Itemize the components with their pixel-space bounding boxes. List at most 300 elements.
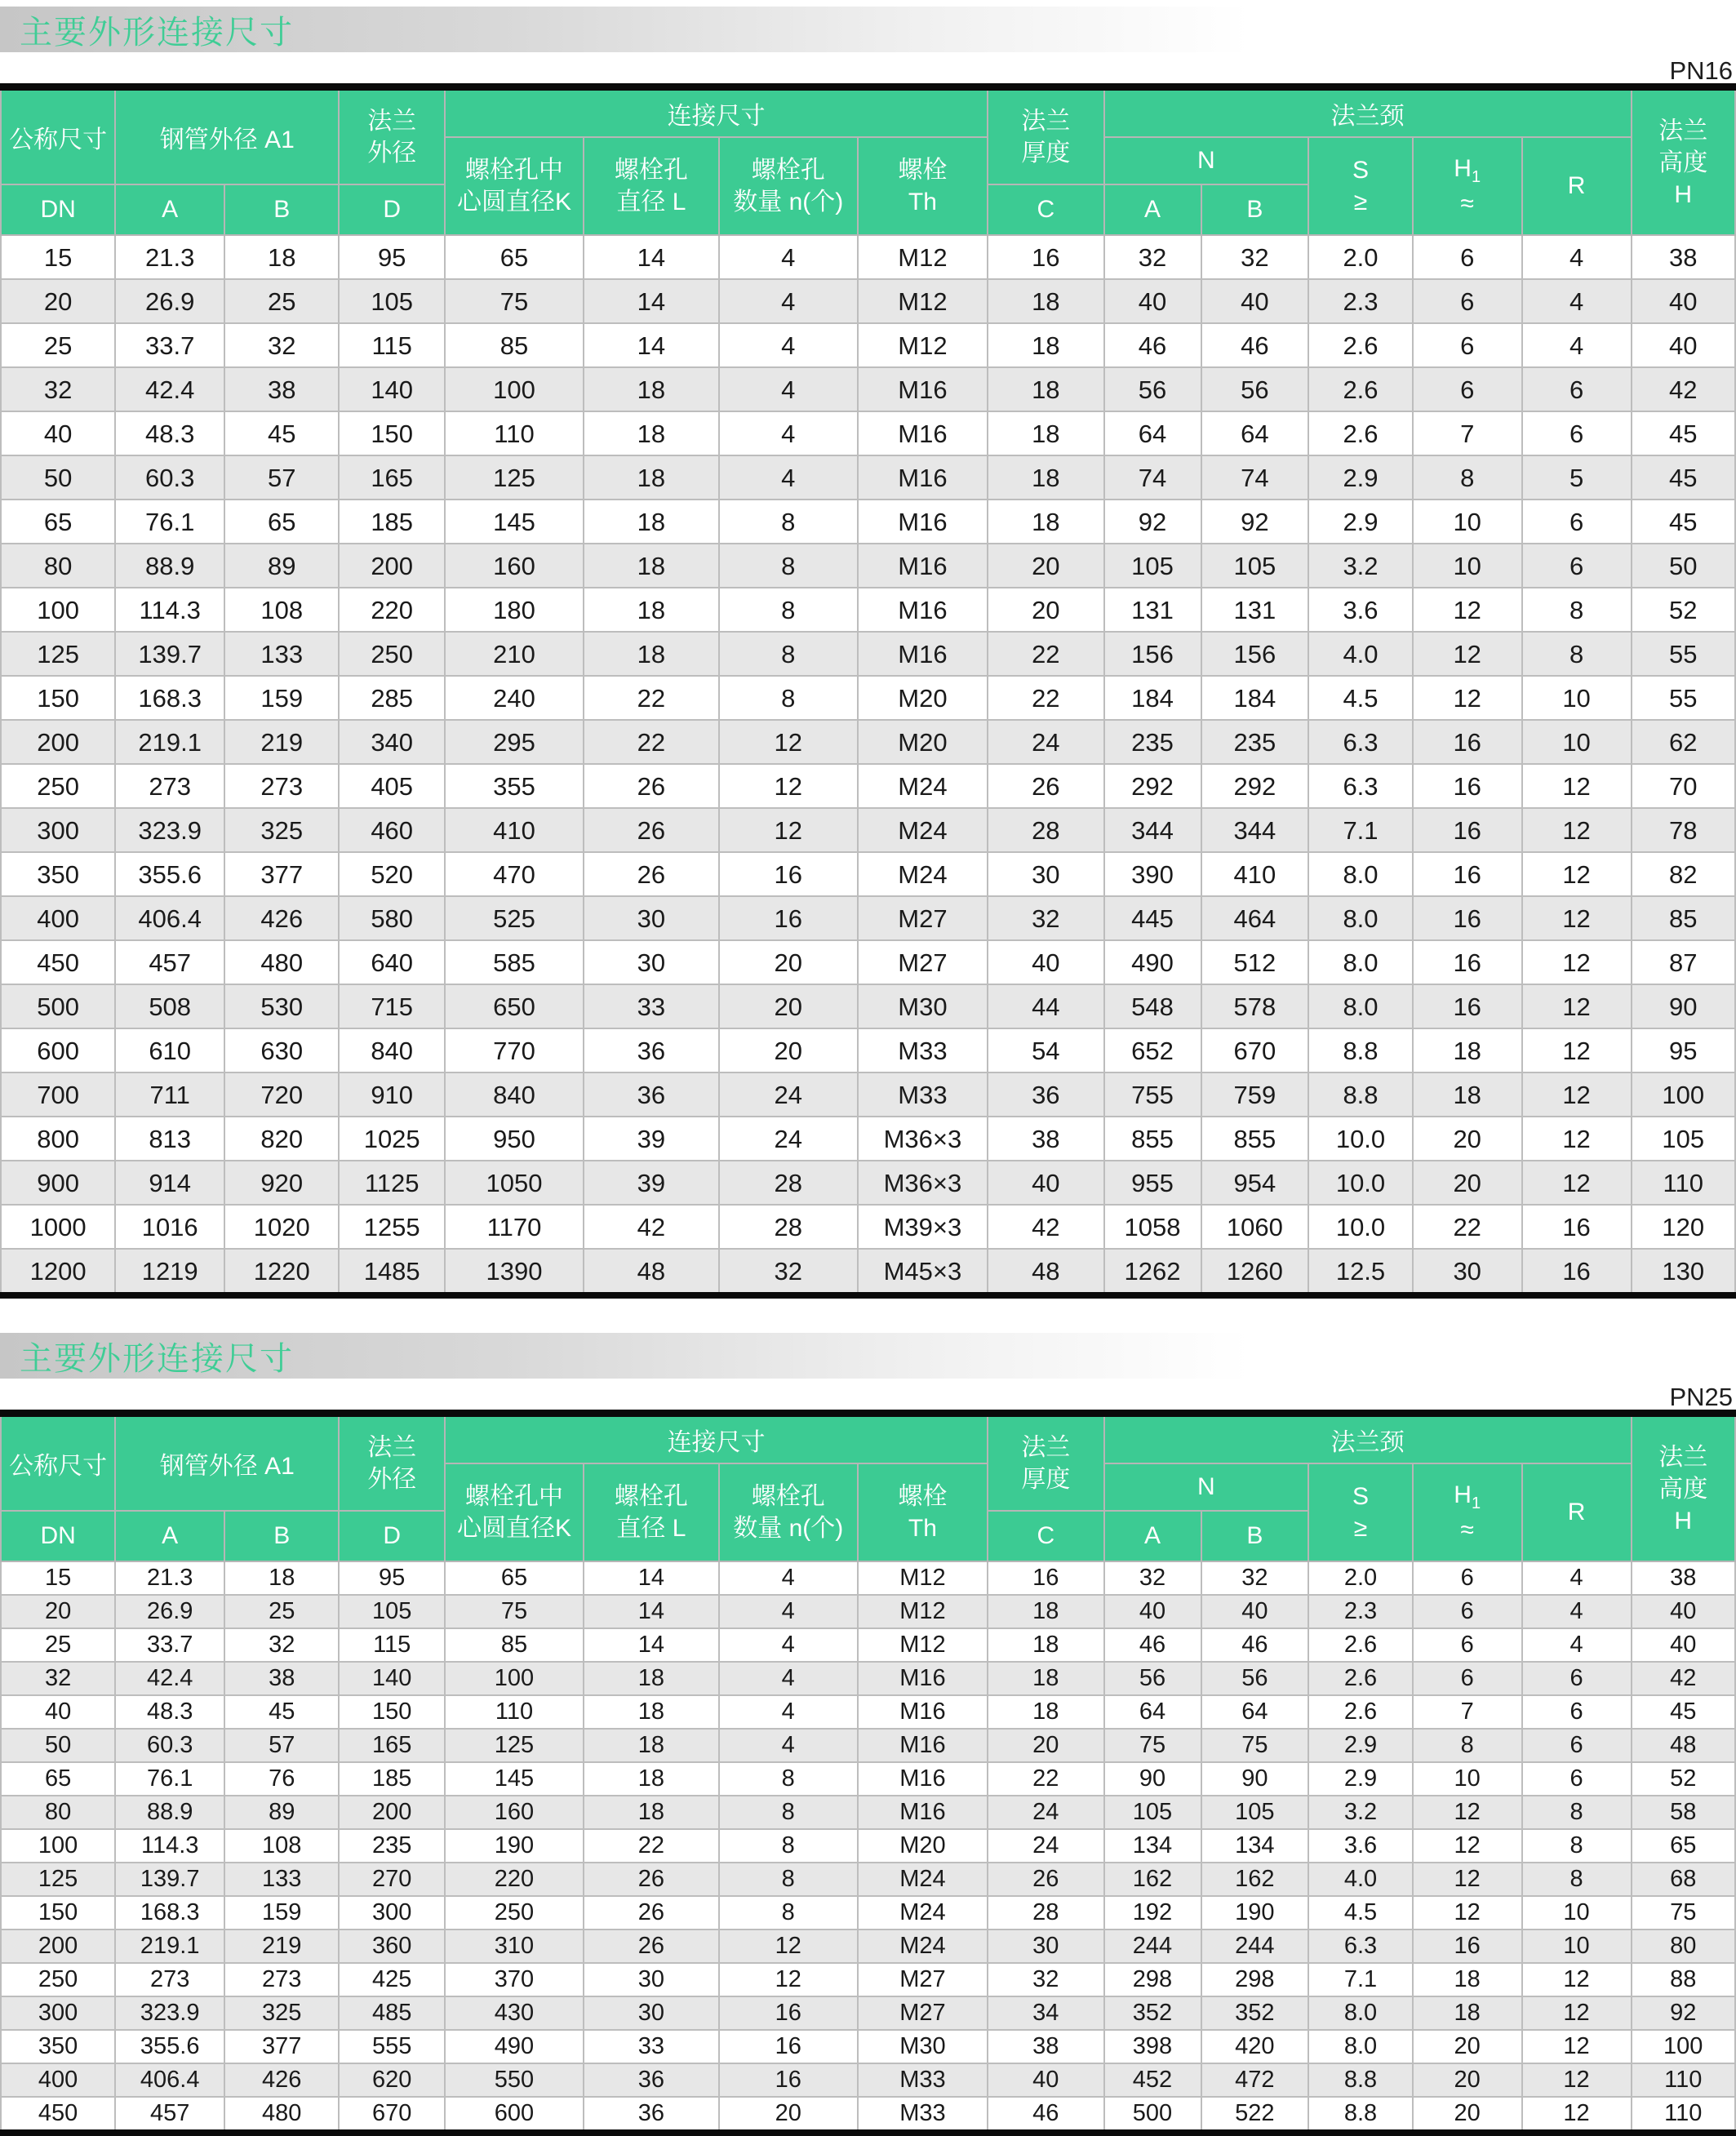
table-cell: 8: [719, 1796, 858, 1829]
table-cell: 4: [1522, 235, 1632, 279]
table-cell: 16: [1413, 720, 1522, 764]
table-cell: 377: [224, 852, 339, 896]
table-cell: 355.6: [115, 852, 224, 896]
table-row: [1, 896, 1735, 940]
table-cell: 16: [1413, 896, 1522, 940]
table-cell: 300: [1, 808, 115, 852]
table-cell: 65: [224, 500, 339, 544]
table-cell: 185: [339, 1762, 445, 1796]
table-cell: 165: [339, 455, 445, 500]
table-cell: 55: [1632, 676, 1736, 720]
table-cell: 192: [1104, 1896, 1201, 1930]
table-cell: 60.3: [115, 455, 224, 500]
table-cell: 14: [584, 235, 719, 279]
table-cell: 32: [224, 1628, 339, 1662]
table-cell: 110: [1632, 2097, 1736, 2133]
table-cell: 4: [719, 1695, 858, 1729]
table-cell: 18: [988, 500, 1103, 544]
table-cell: 4: [719, 279, 858, 323]
table-cell: 184: [1104, 676, 1201, 720]
table-cell: 600: [445, 2097, 584, 2133]
table-cell: 76: [224, 1762, 339, 1796]
table-cell: 620: [339, 2063, 445, 2097]
table-row: [1, 1205, 1735, 1249]
table-cell: 190: [445, 1829, 584, 1863]
table-cell: M24: [858, 1930, 988, 1963]
table-cell: 15: [1, 235, 115, 279]
table-cell: M16: [858, 1796, 988, 1829]
table-cell: 131: [1104, 588, 1201, 632]
table-row: [1, 588, 1735, 632]
table-cell: 160: [445, 1796, 584, 1829]
table-cell: 45: [224, 1695, 339, 1729]
table-cell: 14: [584, 1628, 719, 1662]
table-cell: M12: [858, 235, 988, 279]
table-cell: 26: [584, 808, 719, 852]
table-cell: M12: [858, 1561, 988, 1595]
table-cell: 16: [1413, 764, 1522, 808]
table-cell: 426: [224, 2063, 339, 2097]
table-row: [1, 1963, 1735, 1996]
table-cell: 900: [1, 1161, 115, 1205]
table-cell: 168.3: [115, 676, 224, 720]
table-cell: 8: [719, 1863, 858, 1896]
table-row: [1, 1561, 1735, 1595]
col-header-dn: DN: [1, 184, 115, 235]
table-cell: 64: [1201, 1695, 1309, 1729]
table-cell: 6: [1522, 367, 1632, 411]
table-cell: 300: [1, 1996, 115, 2030]
table-cell: 6: [1522, 500, 1632, 544]
table-cell: 74: [1104, 455, 1201, 500]
col-header-bolt-th: 螺栓 Th: [858, 137, 988, 235]
table-cell: 156: [1104, 632, 1201, 676]
table-cell: 131: [1201, 588, 1309, 632]
table-cell: 125: [445, 1729, 584, 1762]
table-cell: 270: [339, 1863, 445, 1896]
table-cell: 165: [339, 1729, 445, 1762]
table-cell: 344: [1104, 808, 1201, 852]
table-cell: 10.0: [1308, 1205, 1413, 1249]
table-cell: 910: [339, 1072, 445, 1117]
table-cell: 18: [1413, 1963, 1522, 1996]
table-cell: 162: [1104, 1863, 1201, 1896]
table-cell: 92: [1104, 500, 1201, 544]
table-cell: 12: [1522, 984, 1632, 1028]
table-cell: 110: [445, 411, 584, 455]
table-cell: 210: [445, 632, 584, 676]
table-cell: 150: [339, 1695, 445, 1729]
table-cell: M20: [858, 1829, 988, 1863]
table-cell: 95: [339, 1561, 445, 1595]
table-row: [1, 1762, 1735, 1796]
table-cell: 78: [1632, 808, 1736, 852]
table-cell: 6: [1413, 367, 1522, 411]
table-cell: 292: [1201, 764, 1309, 808]
table-cell: 150: [1, 1896, 115, 1930]
table-row: [1, 1662, 1735, 1695]
table-cell: 52: [1632, 1762, 1736, 1796]
table-row: [1, 2097, 1735, 2133]
table-cell: 855: [1201, 1117, 1309, 1161]
col-header-flange-od: 法兰 外径: [339, 1414, 445, 1512]
table-cell: 18: [584, 1729, 719, 1762]
table-cell: 6: [1522, 1662, 1632, 1695]
table-cell: 18: [988, 1695, 1103, 1729]
table-row: [1, 1863, 1735, 1896]
table-cell: 20: [1413, 1117, 1522, 1161]
table-cell: 1020: [224, 1205, 339, 1249]
table-cell: 640: [339, 940, 445, 984]
table-cell: 8.0: [1308, 852, 1413, 896]
table-cell: 40: [1632, 279, 1736, 323]
table-cell: 445: [1104, 896, 1201, 940]
table-cell: M27: [858, 896, 988, 940]
col-header-bolt-hole-count-n: 螺栓孔 数量 n(个): [719, 137, 858, 235]
table-cell: 8: [1522, 1829, 1632, 1863]
table-cell: M16: [858, 367, 988, 411]
table-cell: 273: [224, 764, 339, 808]
table-cell: 25: [224, 279, 339, 323]
table-cell: 4: [719, 323, 858, 367]
table-row: [1, 632, 1735, 676]
table-cell: 12: [719, 1930, 858, 1963]
table-cell: 65: [1, 500, 115, 544]
table-cell: 68: [1632, 1863, 1736, 1896]
table-cell: 522: [1201, 2097, 1309, 2133]
table-cell: 12: [1522, 1161, 1632, 1205]
col-header-neck-col-a: A: [1104, 1511, 1201, 1561]
table-cell: 14: [584, 323, 719, 367]
table-cell: 56: [1201, 367, 1309, 411]
table-cell: 12: [1413, 1796, 1522, 1829]
table-cell: 426: [224, 896, 339, 940]
table-cell: 20: [1413, 1161, 1522, 1205]
table-row: [1, 323, 1735, 367]
table-cell: 25: [1, 323, 115, 367]
table-cell: 12: [1413, 1863, 1522, 1896]
table-cell: 45: [1632, 411, 1736, 455]
table-cell: 145: [445, 500, 584, 544]
table-cell: 16: [1522, 1205, 1632, 1249]
table-cell: 410: [445, 808, 584, 852]
table-cell: 15: [1, 1561, 115, 1595]
table-row: [1, 676, 1735, 720]
table-cell: M12: [858, 1595, 988, 1628]
table-cell: M27: [858, 940, 988, 984]
table-cell: 12: [1522, 1996, 1632, 2030]
table-cell: 6: [1522, 1729, 1632, 1762]
table-cell: 352: [1201, 1996, 1309, 2030]
col-header-nominal-size: 公称尺寸: [1, 87, 115, 185]
table-cell: M16: [858, 455, 988, 500]
table-cell: 20: [988, 1729, 1103, 1762]
table-cell: 40: [1201, 279, 1309, 323]
table-cell: 114.3: [115, 1829, 224, 1863]
table-cell: 350: [1, 852, 115, 896]
table-cell: 48: [1632, 1729, 1736, 1762]
pn16-dimension-table: [0, 83, 1736, 1299]
table-cell: 18: [584, 500, 719, 544]
table-cell: 480: [224, 940, 339, 984]
table-cell: 40: [1201, 1595, 1309, 1628]
section-title-bar: [0, 1333, 1736, 1379]
table-row: [1, 808, 1735, 852]
table-cell: 38: [224, 1662, 339, 1695]
table-cell: 150: [1, 676, 115, 720]
table-cell: M16: [858, 588, 988, 632]
table-cell: 10: [1522, 676, 1632, 720]
table-cell: 39: [584, 1117, 719, 1161]
table-cell: 6: [1522, 411, 1632, 455]
table-cell: 90: [1201, 1762, 1309, 1796]
table-row: [1, 1072, 1735, 1117]
table-cell: 125: [1, 632, 115, 676]
table-row: [1, 1930, 1735, 1963]
table-cell: 8: [719, 1896, 858, 1930]
col-header-neck-col-b: B: [1201, 1511, 1309, 1561]
table-cell: 410: [1201, 852, 1309, 896]
col-header-flange-thickness: 法兰 厚度: [988, 87, 1103, 185]
col-header-neck-r: R: [1522, 1463, 1632, 1561]
table-cell: 18: [988, 455, 1103, 500]
table-cell: 134: [1201, 1829, 1309, 1863]
table-cell: 406.4: [115, 896, 224, 940]
table-cell: 250: [1, 1963, 115, 1996]
table-cell: 508: [115, 984, 224, 1028]
table-cell: 32: [988, 1963, 1103, 1996]
table-cell: 54: [988, 1028, 1103, 1072]
table-cell: 10: [1522, 1896, 1632, 1930]
table-cell: 156: [1201, 632, 1309, 676]
table-cell: 100: [1, 588, 115, 632]
table-cell: 4.0: [1308, 1863, 1413, 1896]
table-cell: 42.4: [115, 367, 224, 411]
table-cell: 12: [1522, 896, 1632, 940]
table-cell: 8: [1522, 1796, 1632, 1829]
table-cell: 555: [339, 2030, 445, 2063]
table-cell: 16: [1413, 808, 1522, 852]
table-cell: 840: [445, 1072, 584, 1117]
col-header-neck-n: N: [1104, 1463, 1309, 1511]
table-cell: 10: [1413, 544, 1522, 588]
table-cell: 40: [1, 1695, 115, 1729]
table-cell: 18: [584, 588, 719, 632]
pressure-rating-label: PN16: [1669, 56, 1733, 85]
table-cell: 108: [224, 588, 339, 632]
table-cell: 42: [988, 1205, 1103, 1249]
table-cell: 8.8: [1308, 1072, 1413, 1117]
table-cell: 16: [719, 852, 858, 896]
table-cell: 813: [115, 1117, 224, 1161]
table-cell: 2.6: [1308, 323, 1413, 367]
table-cell: M16: [858, 544, 988, 588]
table-cell: 1260: [1201, 1249, 1309, 1295]
table-cell: 48.3: [115, 1695, 224, 1729]
table-cell: 244: [1104, 1930, 1201, 1963]
table-cell: 1262: [1104, 1249, 1201, 1295]
table-cell: 8: [1413, 1729, 1522, 1762]
table-cell: 10.0: [1308, 1161, 1413, 1205]
table-cell: 6: [1413, 1595, 1522, 1628]
table-row: [1, 500, 1735, 544]
table-cell: 56: [1104, 1662, 1201, 1695]
table-cell: 8.0: [1308, 1996, 1413, 2030]
col-header-bolt-hole-count-n: 螺栓孔 数量 n(个): [719, 1463, 858, 1561]
table-cell: 400: [1, 896, 115, 940]
table-cell: 200: [339, 544, 445, 588]
table-cell: 244: [1201, 1930, 1309, 1963]
table-cell: 18: [988, 279, 1103, 323]
table-cell: 26: [584, 852, 719, 896]
table-cell: 25: [224, 1595, 339, 1628]
table-cell: 80: [1, 1796, 115, 1829]
table-cell: 2.6: [1308, 1695, 1413, 1729]
section-title: 主要外形连接尺寸: [20, 14, 294, 51]
table-cell: 33.7: [115, 1628, 224, 1662]
table-cell: 12: [1413, 1896, 1522, 1930]
table-cell: 28: [988, 1896, 1103, 1930]
table-cell: 36: [584, 2097, 719, 2133]
table-cell: 14: [584, 1561, 719, 1595]
table-cell: 12: [719, 808, 858, 852]
table-cell: 7.1: [1308, 808, 1413, 852]
table-cell: 770: [445, 1028, 584, 1072]
col-header-flange-height: 法兰 高度 H: [1632, 1414, 1736, 1562]
table-cell: 580: [339, 896, 445, 940]
table-cell: 219: [224, 1930, 339, 1963]
table-cell: M39×3: [858, 1205, 988, 1249]
table-cell: 548: [1104, 984, 1201, 1028]
table-cell: 105: [339, 279, 445, 323]
table-cell: 22: [584, 720, 719, 764]
col-header-neck-r: R: [1522, 137, 1632, 235]
table-cell: 3.2: [1308, 544, 1413, 588]
table-cell: 578: [1201, 984, 1309, 1028]
col-header-neck-h1: $H_1$ ≈: [1413, 137, 1522, 235]
table-cell: 46: [1104, 1628, 1201, 1662]
col-header-neck-col-b: B: [1201, 184, 1309, 235]
table-cell: 90: [1104, 1762, 1201, 1796]
table-cell: 60.3: [115, 1729, 224, 1762]
table-cell: 20: [1, 1595, 115, 1628]
table-cell: 512: [1201, 940, 1309, 984]
table-cell: 18: [584, 1796, 719, 1829]
table-cell: 90: [1632, 984, 1736, 1028]
table-cell: 460: [339, 808, 445, 852]
table-cell: 50: [1632, 544, 1736, 588]
table-cell: 2.3: [1308, 279, 1413, 323]
table-cell: 32: [1, 1662, 115, 1695]
table-cell: M24: [858, 808, 988, 852]
table-cell: 18: [584, 544, 719, 588]
table-cell: 295: [445, 720, 584, 764]
table-cell: 125: [445, 455, 584, 500]
table-row: [1, 2063, 1735, 2097]
table-cell: 32: [719, 1249, 858, 1295]
table-cell: 145: [445, 1762, 584, 1796]
table-cell: M33: [858, 2097, 988, 2133]
table-cell: 377: [224, 2030, 339, 2063]
table-cell: 40: [988, 940, 1103, 984]
table-cell: 1060: [1201, 1205, 1309, 1249]
table-cell: 16: [988, 1561, 1103, 1595]
table-cell: 18: [988, 1662, 1103, 1695]
table-cell: 4.5: [1308, 1896, 1413, 1930]
table-cell: 1058: [1104, 1205, 1201, 1249]
table-cell: 18: [224, 235, 339, 279]
pn25-dimension-table: [0, 1410, 1736, 2136]
table-cell: M24: [858, 1863, 988, 1896]
table-cell: 40: [1, 411, 115, 455]
col-header-flange-neck: 法兰颈: [1104, 87, 1632, 138]
table-cell: 6: [1413, 323, 1522, 367]
table-cell: 85: [1632, 896, 1736, 940]
table-cell: 8: [719, 632, 858, 676]
table-cell: 115: [339, 1628, 445, 1662]
table-cell: 355.6: [115, 2030, 224, 2063]
table-cell: 140: [339, 1662, 445, 1695]
table-cell: 12: [1522, 940, 1632, 984]
table-cell: M33: [858, 1028, 988, 1072]
table-cell: 6: [1413, 235, 1522, 279]
table-cell: 52: [1632, 588, 1736, 632]
table-cell: 12: [1522, 808, 1632, 852]
table-cell: 20: [719, 940, 858, 984]
table-cell: 12: [1522, 1072, 1632, 1117]
table-cell: 340: [339, 720, 445, 764]
section-pn16: [0, 7, 1736, 1299]
table-cell: 40: [1632, 1628, 1736, 1662]
table-cell: 200: [1, 720, 115, 764]
table-cell: 8.0: [1308, 940, 1413, 984]
table-row: [1, 984, 1735, 1028]
table-cell: 100: [445, 1662, 584, 1695]
table-cell: 30: [584, 896, 719, 940]
table-cell: 452: [1104, 2063, 1201, 2097]
table-cell: M30: [858, 2030, 988, 2063]
table-cell: 115: [339, 323, 445, 367]
col-header-pipe-od: 钢管外径 A1: [115, 1414, 339, 1512]
table-cell: 500: [1, 984, 115, 1028]
table-cell: 360: [339, 1930, 445, 1963]
table-row: [1, 1595, 1735, 1628]
table-cell: 370: [445, 1963, 584, 1996]
table-cell: 3.2: [1308, 1796, 1413, 1829]
col-header-flange-neck: 法兰颈: [1104, 1414, 1632, 1464]
table-cell: 355: [445, 764, 584, 808]
table-cell: 76.1: [115, 1762, 224, 1796]
table-cell: 57: [224, 1729, 339, 1762]
table-cell: 2.6: [1308, 1662, 1413, 1695]
table-cell: 64: [1104, 1695, 1201, 1729]
table-cell: 21.3: [115, 235, 224, 279]
table-cell: 40: [1104, 1595, 1201, 1628]
table-cell: 48: [584, 1249, 719, 1295]
table-cell: M16: [858, 1662, 988, 1695]
table-cell: 80: [1632, 1930, 1736, 1963]
table-cell: 55: [1632, 632, 1736, 676]
table-cell: 26: [584, 764, 719, 808]
table-cell: 22: [988, 632, 1103, 676]
table-cell: 75: [1632, 1896, 1736, 1930]
table-cell: 36: [584, 2063, 719, 2097]
table-cell: 130: [1632, 1249, 1736, 1295]
table-cell: 464: [1201, 896, 1309, 940]
table-cell: 22: [988, 1762, 1103, 1796]
table-cell: 32: [1201, 235, 1309, 279]
table-cell: 273: [115, 764, 224, 808]
